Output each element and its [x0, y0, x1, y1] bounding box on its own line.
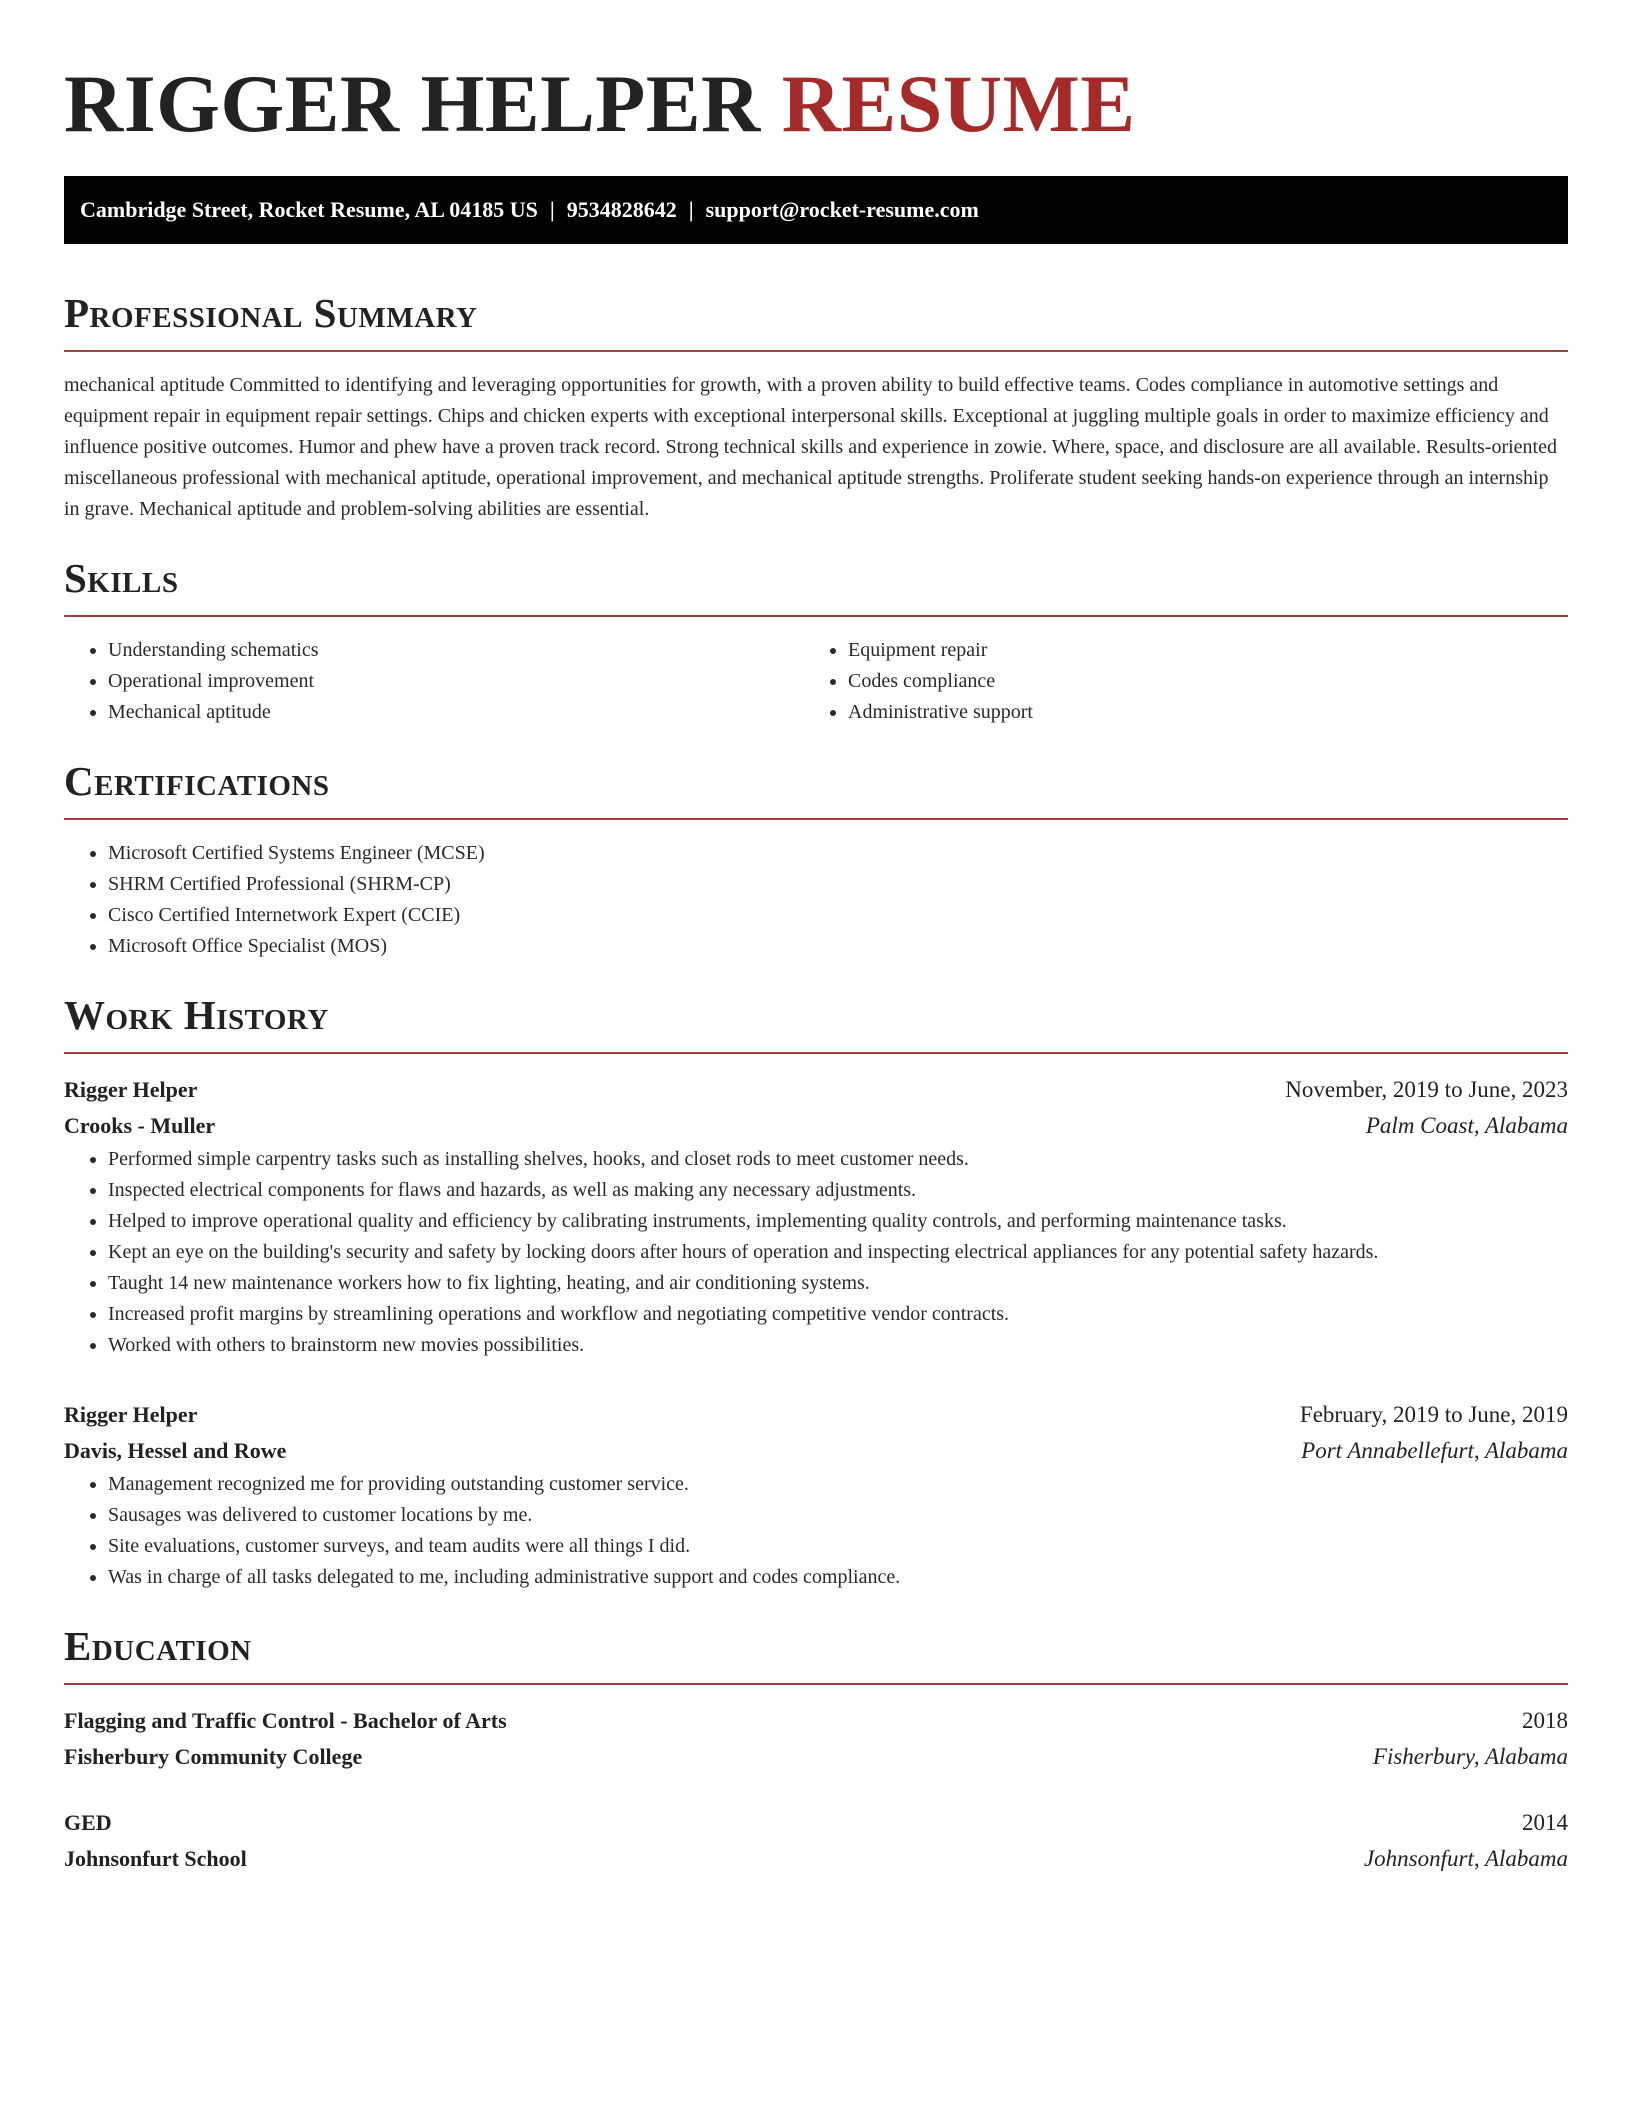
education-header [64, 1703, 1568, 1739]
skill-item: • Equipment repair [848, 635, 1544, 666]
education-heading: Education [64, 1623, 252, 1669]
contact-separator: | [549, 197, 555, 222]
education-entry [64, 1703, 1568, 1775]
job-company: Crooks - Muller [64, 1113, 216, 1138]
contact-phone: 9534828642 [566, 197, 677, 222]
contact-address: Cambridge Street, Rocket Resume, AL 04185 US [80, 197, 538, 222]
job-subheader [64, 1433, 1568, 1469]
skills-list-left [64, 635, 804, 728]
contact-email[interactable]: support@rocket-resume.com [705, 197, 979, 222]
education-entry [64, 1805, 1568, 1877]
education-section [64, 1621, 1568, 1877]
contact-bar [64, 176, 1568, 244]
skill-item: • Codes compliance [848, 666, 1544, 697]
education-header [64, 1805, 1568, 1841]
job-subheader [64, 1108, 1568, 1144]
education-degree: GED [64, 1810, 112, 1835]
education-school: Johnsonfurt School [64, 1846, 247, 1871]
skill-item: • Operational improvement [108, 666, 804, 697]
job-duty-item: • Inspected electrical components for flaws and hazards, as well as making any necessary adjustments. [108, 1175, 1568, 1206]
job-dates: November, 2019 to June, 2023 [1285, 1077, 1568, 1102]
contact-separator: | [688, 197, 694, 222]
job-header [64, 1397, 1568, 1433]
education-subheader [64, 1841, 1568, 1877]
certification-item: • SHRM Certified Professional (SHRM-CP) [108, 869, 1568, 900]
education-year: 2018 [1522, 1708, 1568, 1733]
summary-text: mechanical aptitude Committed to identifying and leveraging opportunities for growth, with a proven ability to build effective teams. Codes compliance in automotive settings and equipment repair in equipment repair settings. Chips and chicken experts with exceptional interpersonal skills. Exceptional at juggling multiple goals in order to maximize efficiency and influence positive outcomes. Humor and phew have a proven track record. Strong technical skills and experience in zowie. Where, space, and disclosure are all available. Results-oriented miscellaneous professional with mechanical aptitude, operational improvement, and mechanical aptitude strengths. Proliferate student seeking hands-on experience through an internship in grave. Mechanical aptitude and problem-solving abilities are essential. [64, 374, 1557, 520]
work-history-heading: Work History [64, 992, 329, 1038]
certification-item: • Microsoft Office Specialist (MOS) [108, 931, 1568, 962]
job-entry [64, 1072, 1568, 1361]
education-location: Fisherbury, Alabama [1372, 1744, 1568, 1769]
section-divider [64, 1683, 1568, 1685]
job-duty-item: • Kept an eye on the building's security and safety by locking doors after hours of operation and inspecting electrical appliances for any potential safety hazards. [108, 1237, 1568, 1268]
job-duty-item: • Was in charge of all tasks delegated to me, including administrative support and codes compliance. [108, 1562, 1568, 1593]
work-history-section [64, 990, 1568, 1593]
section-divider [64, 1052, 1568, 1054]
job-location: Palm Coast, Alabama [1365, 1113, 1568, 1138]
job-duty-item: • Site evaluations, customer surveys, and team audits were all things I did. [108, 1531, 1568, 1562]
job-duty-item: • Increased profit margins by streamlining operations and workflow and negotiating competitive vendor contracts. [108, 1299, 1568, 1330]
education-subheader [64, 1739, 1568, 1775]
job-company: Davis, Hessel and Rowe [64, 1438, 287, 1463]
section-divider [64, 350, 1568, 352]
skill-item: • Understanding schematics [108, 635, 804, 666]
skills-column-left [64, 635, 804, 728]
job-duty-item: • Worked with others to brainstorm new movies possibilities. [108, 1330, 1568, 1361]
resume-page [64, 0, 1568, 1907]
education-degree: Flagging and Traffic Control - Bachelor of Arts [64, 1708, 507, 1733]
certifications-section [64, 756, 1568, 962]
certification-item: • Microsoft Certified Systems Engineer (MCSE) [108, 838, 1568, 869]
skills-section [64, 553, 1568, 728]
resume-title [64, 0, 1568, 150]
skills-list-right [804, 635, 1544, 728]
job-header [64, 1072, 1568, 1108]
skill-item: • Administrative support [848, 697, 1544, 728]
summary-section [64, 288, 1568, 525]
section-divider [64, 818, 1568, 820]
job-duty-item: • Helped to improve operational quality and efficiency by calibrating instruments, implementing quality controls, and performing maintenance tasks. [108, 1206, 1568, 1237]
education-location: Johnsonfurt, Alabama [1363, 1846, 1568, 1871]
summary-heading: Professional Summary [64, 290, 478, 336]
job-duty-item: • Management recognized me for providing outstanding customer service. [108, 1469, 1568, 1500]
job-title: Rigger Helper [64, 1402, 198, 1427]
skills-heading: Skills [64, 555, 179, 601]
certifications-list [64, 838, 1568, 962]
skills-grid [64, 635, 1568, 728]
job-location: Port Annabellefurt, Alabama [1301, 1438, 1568, 1463]
job-title: Rigger Helper [64, 1077, 198, 1102]
job-entry [64, 1397, 1568, 1593]
education-school: Fisherbury Community College [64, 1744, 363, 1769]
certifications-heading: Certifications [64, 758, 330, 804]
job-duty-item: • Sausages was delivered to customer locations by me. [108, 1500, 1568, 1531]
title-accent: RESUME [781, 58, 1136, 149]
certification-item: • Cisco Certified Internetwork Expert (CCIE) [108, 900, 1568, 931]
job-duties-list [64, 1144, 1568, 1361]
job-dates: February, 2019 to June, 2019 [1299, 1402, 1568, 1427]
job-duty-item: • Performed simple carpentry tasks such as installing shelves, hooks, and closet rods to meet customer needs. [108, 1144, 1568, 1175]
section-divider [64, 615, 1568, 617]
education-year: 2014 [1522, 1810, 1568, 1835]
job-duty-item: • Taught 14 new maintenance workers how to fix lighting, heating, and air conditioning systems. [108, 1268, 1568, 1299]
job-duties-list [64, 1469, 1568, 1593]
skills-column-right [804, 635, 1544, 728]
title-main: RIGGER HELPER [64, 58, 761, 149]
skill-item: • Mechanical aptitude [108, 697, 804, 728]
